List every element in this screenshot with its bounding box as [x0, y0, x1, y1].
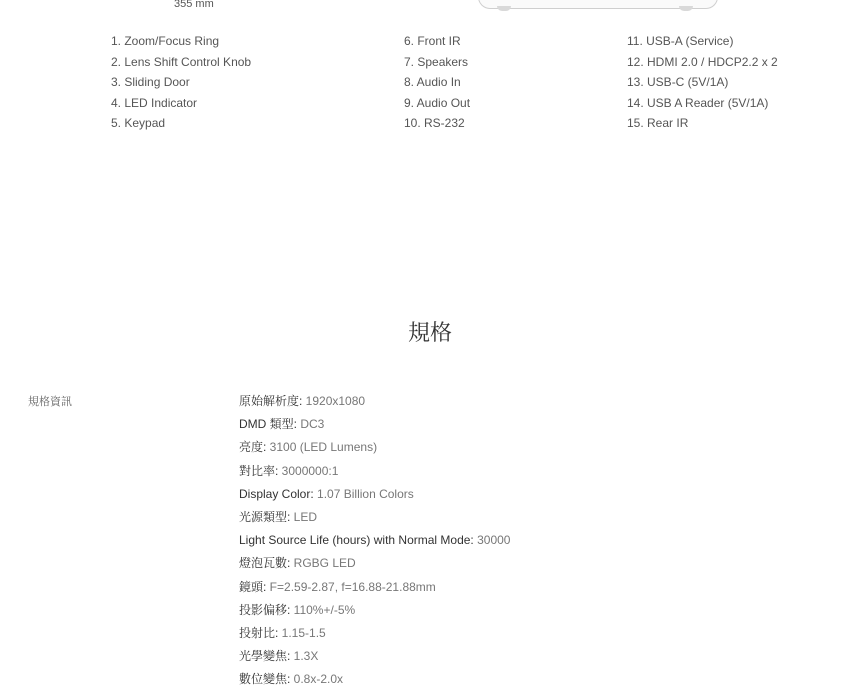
spec-label: 鏡頭: [239, 579, 267, 594]
part-item: 9. Audio Out [404, 95, 471, 110]
spec-value: 1920x1080 [302, 394, 366, 408]
part-item: 11. USB-A (Service) [627, 34, 734, 48]
dimension-label: 355 mm [174, 0, 214, 10]
specs-list [239, 390, 510, 692]
spec-label: Light Source Life (hours) with Normal Mode: [239, 533, 474, 548]
spec-value: 110%+/-5% [290, 602, 356, 617]
spec-label: 對比率: [239, 463, 279, 478]
part-item: 7. Speakers [404, 54, 469, 69]
spec-label: 數位變焦: [239, 672, 291, 687]
part-item: 3. Sliding Door [111, 75, 190, 90]
spec-value: F=2.59-2.87, f=16.88-21.88mm [266, 579, 436, 594]
projector-foot-right [679, 6, 693, 11]
spec-label: 燈泡瓦數: [239, 556, 291, 571]
spec-value: 3100 (LED Lumens) [266, 440, 378, 455]
spec-value: DC3 [297, 417, 325, 432]
spec-value: 1.15-1.5 [278, 626, 326, 641]
spec-row [239, 622, 510, 645]
part-item: 13. USB-C (5V/1A) [627, 75, 729, 90]
specs-section-title: 規格 [407, 320, 452, 345]
part-item: 4. LED Indicator [111, 95, 198, 110]
spec-row [239, 645, 510, 668]
spec-value: 30000 [473, 533, 511, 548]
spec-value: 1.07 Billion Colors [313, 486, 414, 501]
specs-heading: 規格資訊 [28, 396, 72, 408]
spec-value: LED [290, 510, 318, 525]
parts-list-column-1 [111, 31, 251, 134]
spec-label: 原始解析度: [239, 394, 303, 408]
projector-foot-left [497, 6, 511, 11]
spec-value: RGBG LED [290, 556, 356, 571]
spec-row [239, 413, 510, 436]
part-item: 12. HDMI 2.0 / HDCP2.2 x 2 [627, 54, 778, 69]
spec-row [239, 552, 510, 575]
spec-label: Display Color: [239, 486, 314, 501]
spec-row [239, 599, 510, 622]
spec-row [239, 390, 510, 413]
spec-label: 光源類型: [239, 510, 291, 525]
part-item: 2. Lens Shift Control Knob [111, 54, 252, 69]
part-item: 14. USB A Reader (5V/1A) [627, 95, 769, 110]
part-item: 1. Zoom/Focus Ring [111, 34, 220, 48]
spec-row [239, 436, 510, 459]
spec-label: 投射比: [239, 626, 279, 641]
spec-row [239, 668, 510, 691]
spec-label: 投影偏移: [239, 602, 291, 617]
parts-list-column-3 [627, 31, 778, 134]
spec-row [239, 483, 510, 506]
parts-list-column-2 [404, 31, 470, 134]
spec-row [239, 529, 510, 552]
spec-value: 0.8x-2.0x [290, 672, 344, 687]
spec-value: 3000000:1 [278, 463, 339, 478]
spec-label: 亮度: [239, 440, 267, 455]
spec-label: 光學變焦: [239, 649, 291, 664]
spec-row [239, 460, 510, 483]
spec-row [239, 576, 510, 599]
part-item: 8. Audio In [404, 75, 461, 90]
part-item: 5. Keypad [111, 116, 166, 131]
spec-value: 1.3X [290, 649, 319, 664]
part-item: 15. Rear IR [627, 116, 689, 131]
product-diagram-edge [0, 0, 860, 14]
spec-row [239, 506, 510, 529]
part-item: 10. RS-232 [404, 116, 465, 131]
spec-label: DMD 類型: [239, 417, 297, 432]
part-item: 6. Front IR [404, 34, 461, 48]
